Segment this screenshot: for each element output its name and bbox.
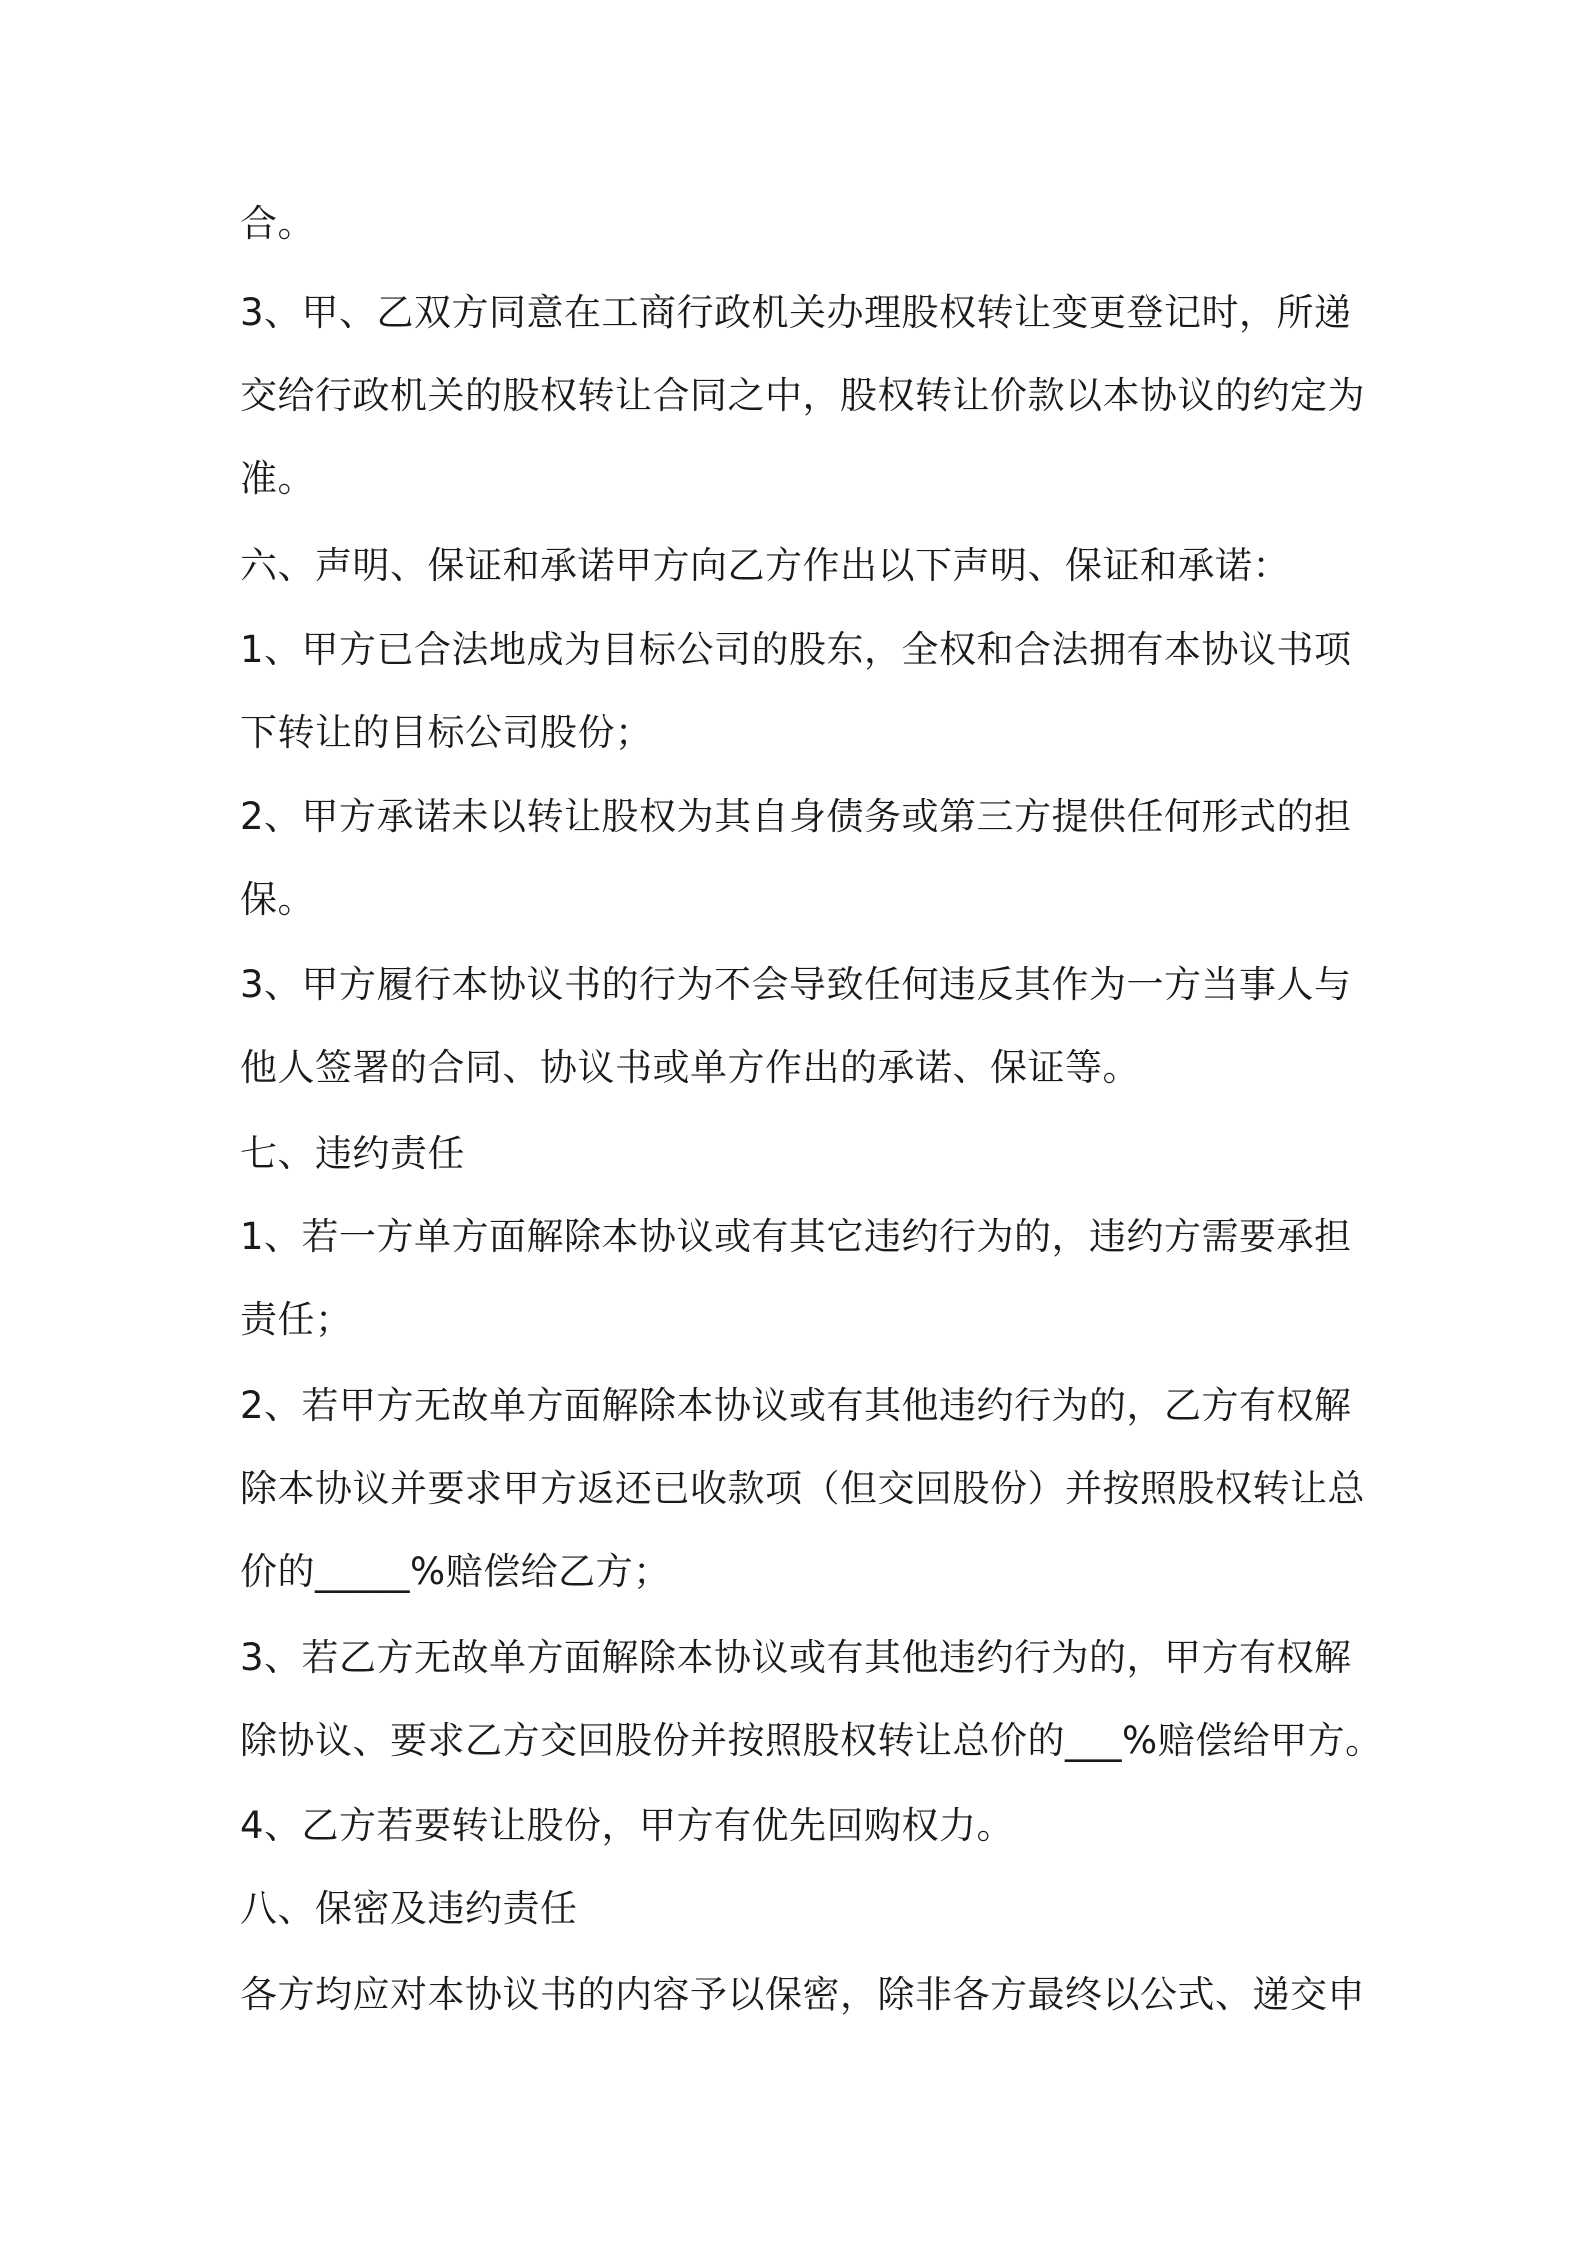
text-line: 下转让的目标公司股份； bbox=[240, 711, 653, 754]
text-line: 各方均应对本协议书的内容予以保密，除非各方最终以公式、递交申 bbox=[240, 1973, 1365, 2016]
section-heading: 八、保密及违约责任 bbox=[240, 1887, 578, 1930]
text-line: 3、若乙方无故单方面解除本协议或有其他违约行为的，甲方有权解 bbox=[240, 1636, 1352, 1679]
section-heading: 六、声明、保证和承诺甲方向乙方作出以下声明、保证和承诺： bbox=[240, 544, 1290, 587]
text-line: 除本协议并要求甲方返还已收款项（但交回股份）并按照股权转让总 bbox=[240, 1467, 1365, 1510]
text-line: 合。 bbox=[240, 202, 315, 245]
text-line: 保。 bbox=[240, 878, 315, 921]
text-line: 价的_____%赔偿给乙方； bbox=[240, 1550, 671, 1593]
text-line: 交给行政机关的股权转让合同之中，股权转让价款以本协议的约定为 bbox=[240, 374, 1365, 417]
text-line: 准。 bbox=[240, 457, 315, 500]
text-line: 4、乙方若要转让股份，甲方有优先回购权力。 bbox=[240, 1804, 1015, 1847]
text-line: 责任； bbox=[240, 1298, 353, 1341]
text-line: 3、甲方履行本协议书的行为不会导致任何违反其作为一方当事人与 bbox=[240, 963, 1352, 1006]
text-line: 3、甲、乙双方同意在工商行政机关办理股权转让变更登记时，所递 bbox=[240, 291, 1352, 334]
text-line: 1、甲方已合法地成为目标公司的股东，全权和合法拥有本协议书项 bbox=[240, 628, 1352, 671]
section-heading: 七、违约责任 bbox=[240, 1132, 465, 1175]
text-line: 他人签署的合同、协议书或单方作出的承诺、保证等。 bbox=[240, 1046, 1140, 1089]
text-line: 2、若甲方无故单方面解除本协议或有其他违约行为的，乙方有权解 bbox=[240, 1384, 1352, 1427]
text-line: 除协议、要求乙方交回股份并按照股权转让总价的___%赔偿给甲方。 bbox=[240, 1719, 1383, 1762]
text-line: 1、若一方单方面解除本协议或有其它违约行为的，违约方需要承担 bbox=[240, 1215, 1352, 1258]
text-line: 2、甲方承诺未以转让股权为其自身债务或第三方提供任何形式的担 bbox=[240, 795, 1352, 838]
